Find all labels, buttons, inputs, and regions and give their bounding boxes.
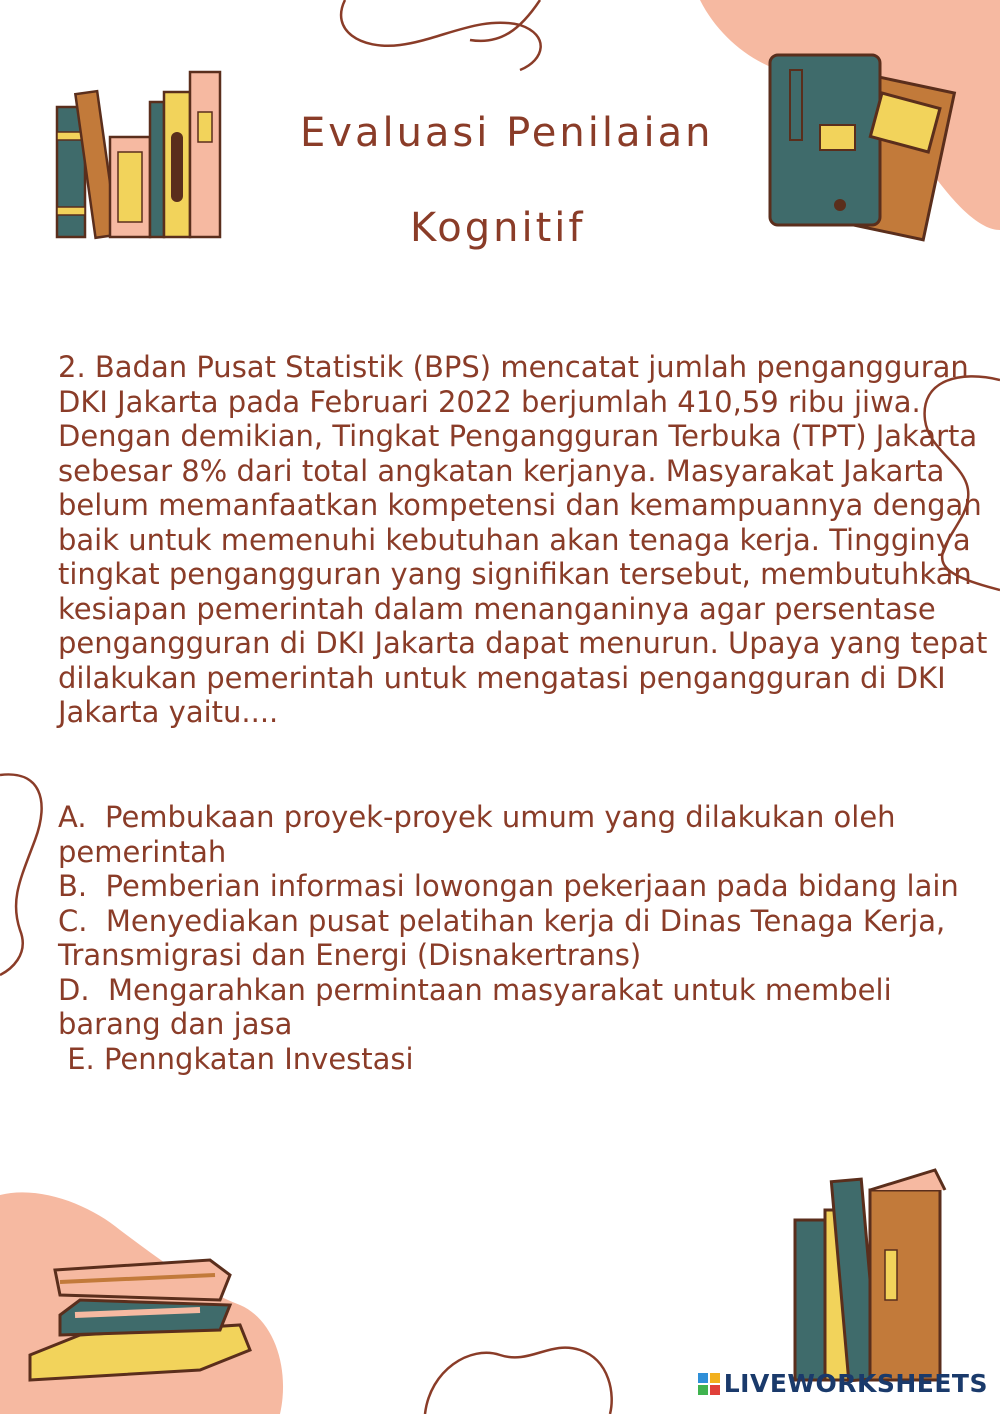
- liveworksheets-logo-icon: [698, 1373, 720, 1395]
- answer-options: [58, 800, 988, 1076]
- page-title-line2: Kognitif: [410, 205, 586, 251]
- notebook-illustration-top-right: [760, 45, 960, 245]
- books-illustration-top-left: [52, 62, 232, 242]
- brand-name: LIVEWORKSHEETS: [723, 1369, 988, 1398]
- option-e[interactable]: E. Penngkatan Investasi: [58, 1041, 414, 1076]
- books-illustration-bottom-left: [20, 1230, 270, 1410]
- option-a[interactable]: A. Pembukaan proyek-proyek umum yang dilakukan oleh pemerintah: [58, 800, 905, 869]
- option-b[interactable]: B. Pemberian informasi lowongan pekerjaan pada bidang lain: [58, 869, 959, 903]
- liveworksheets-brand: [698, 1369, 988, 1398]
- books-illustration-bottom-right: [785, 1160, 965, 1390]
- question-text: 2. Badan Pusat Statistik (BPS) mencatat jumlah pengangguran DKI Jakarta pada Februari 2022 berjumlah 410,59 ribu jiwa. Dengan demikian, Tingkat Pengangguran Terbuka (TPT) Jakarta sebesar 8% dari total angkatan kerjanya. Masyarakat Jakarta belum memanfaatkan kompetensi dan kemampuannya dengan baik untuk memenuhi kebutuhan akan tenaga kerja. Tingginya tingkat pengangguran yang signifikan tersebut, membutuhkan kesiapan pemerintah dalam menanganinya agar persentase pengangguran di DKI Jakarta dapat menurun. Upaya yang tepat dilakukan pemerintah untuk mengatasi pengangguran di DKI Jakarta yaitu....: [58, 350, 997, 729]
- option-d[interactable]: D. Mengarahkan permintaan masyarakat untuk membeli barang dan jasa: [58, 972, 901, 1041]
- option-c[interactable]: C. Menyediakan pusat pelatihan kerja di Dinas Tenaga Kerja, Transmigrasi dan Energi (Disnakertrans): [58, 903, 955, 972]
- page-title-line1: Evaluasi Penilaian: [300, 110, 714, 156]
